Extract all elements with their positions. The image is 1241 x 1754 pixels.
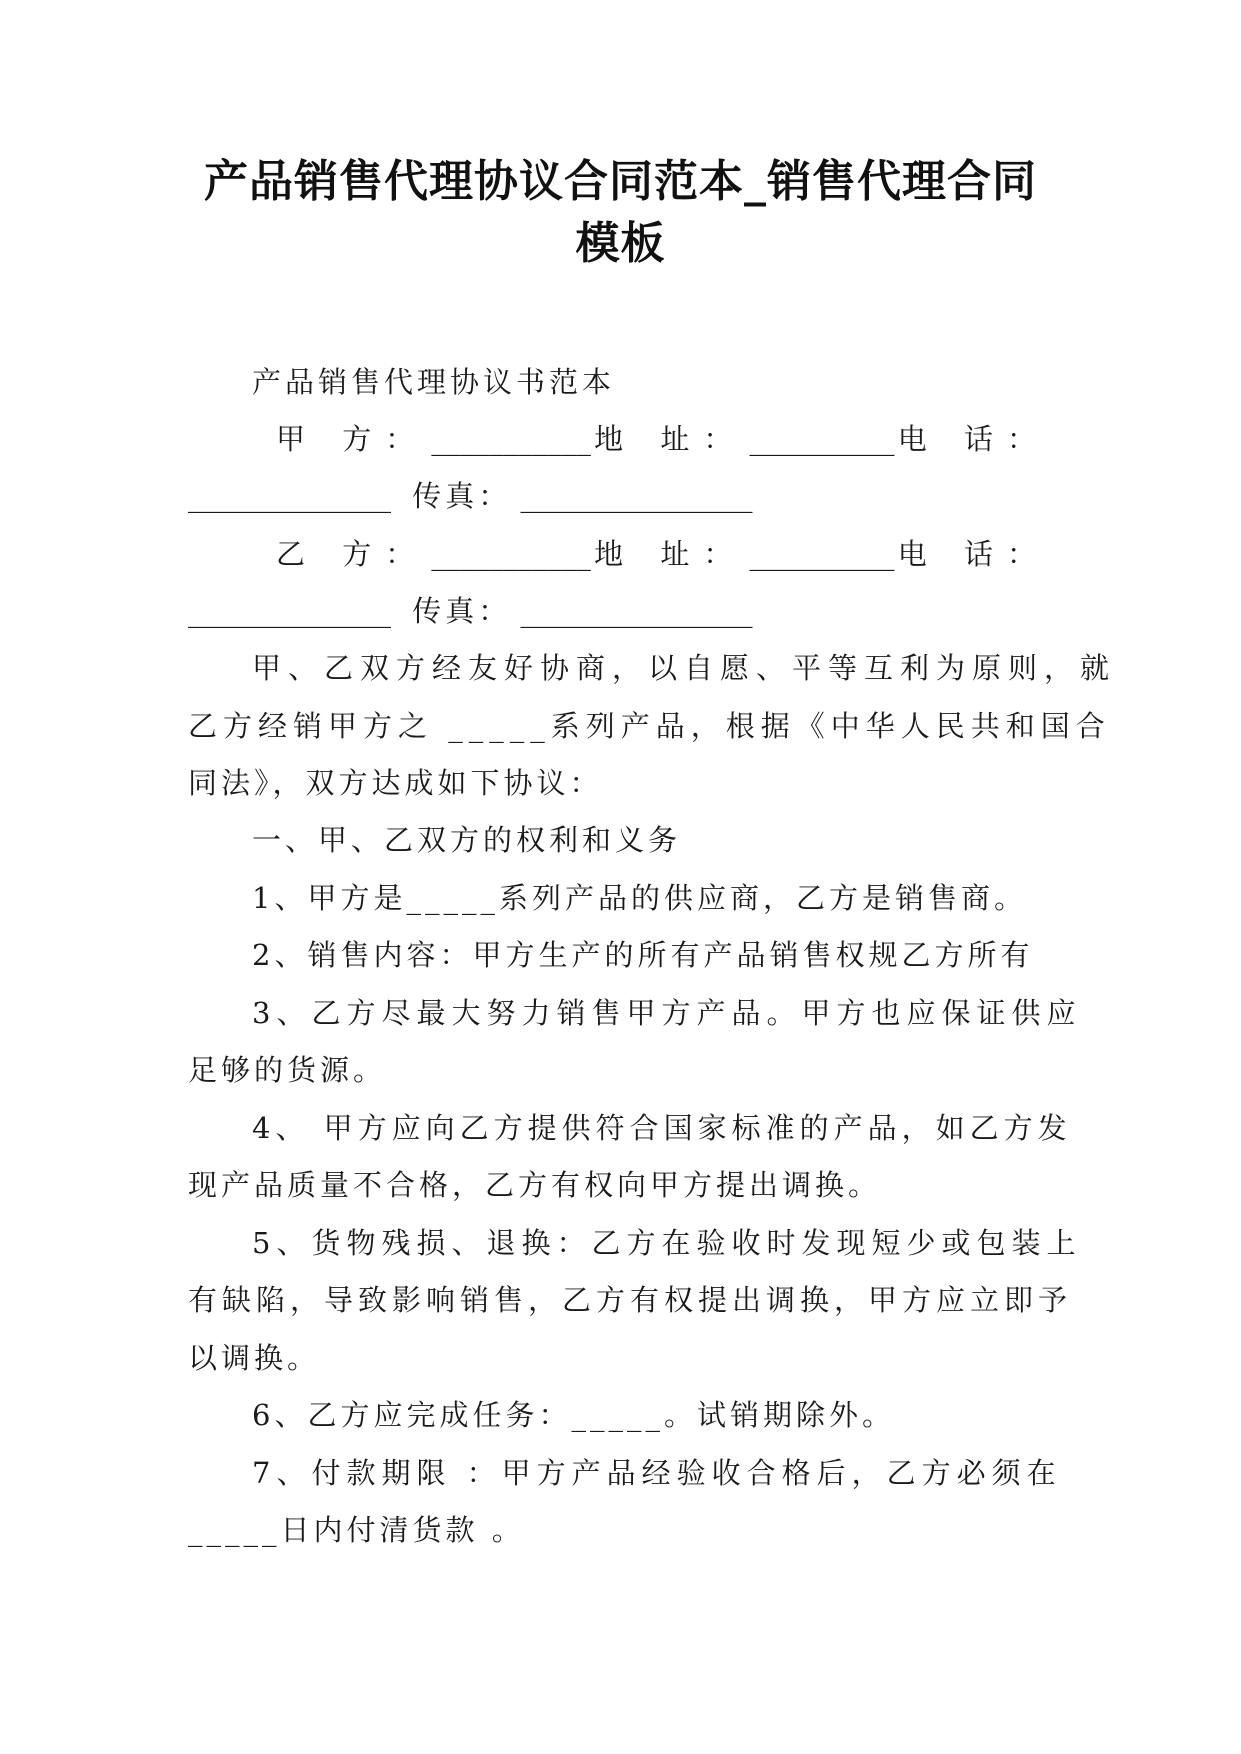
clause-4-cont: 现产品质量不合格，乙方有权向甲方提出调换。 [188, 1168, 882, 1202]
party-a-phone-blank: ______________ [188, 479, 391, 513]
party-b-phone-blank: ______________ [188, 594, 391, 628]
clause-1: 1、甲方是_____系列产品的供应商，乙方是销售商。 [252, 881, 1027, 915]
paragraph-line: 乙方经销甲方之 _____系列产品，根据《中华人民共和国合 [188, 709, 1111, 743]
clause-5: 5、货物残损、退换：乙方在验收时发现短少或包装上 [252, 1226, 1082, 1260]
document-title-line-2: 模板 [575, 218, 666, 269]
clause-7: 7、付款期限 ：甲方产品经验收合格后，乙方必须在 [252, 1456, 1062, 1490]
clause-5-cont: 以调换。 [188, 1341, 321, 1375]
clause-3-cont: 足够的货源。 [188, 1053, 387, 1087]
party-b-label: 乙 方： [276, 537, 429, 571]
paragraph-line: 同法》，双方达成如下协议： [188, 766, 603, 800]
party-a-phone-label: 电 话： [897, 422, 1050, 456]
party-b-row-2 [188, 591, 1050, 631]
section-heading: 一、甲、乙双方的权利和义务 [252, 823, 682, 857]
document-title-line-1: 产品销售代理协议合同范本_销售代理合同 [204, 156, 1037, 207]
party-b-address-label: 地 址： [594, 537, 747, 571]
party-b-row-1 [276, 534, 1050, 574]
party-a-label: 甲 方： [276, 422, 429, 456]
party-b-fax-label: 传真： [412, 594, 512, 628]
clause-3: 3、乙方尽最大努力销售甲方产品。甲方也应保证供应 [252, 996, 1082, 1030]
clause-2: 2、销售内容：甲方生产的所有产品销售权规乙方所有 [252, 938, 1034, 972]
party-b-phone-label: 电 话： [897, 537, 1050, 571]
party-b-name-blank: ___________ [431, 537, 591, 571]
party-a-fax-label: 传真： [412, 479, 512, 513]
party-a-address-label: 地 址： [594, 422, 747, 456]
party-a-row-1 [276, 419, 1050, 459]
paragraph-line: 甲、乙双方经友好协商，以自愿、平等互利为原则，就 [252, 651, 1117, 685]
party-a-fax-blank: ________________ [520, 479, 753, 513]
clause-4: 4、 甲方应向乙方提供符合国家标准的产品，如乙方发 [252, 1111, 1072, 1145]
party-a-address-blank: __________ [749, 422, 895, 456]
party-b-fax-blank: ________________ [520, 594, 753, 628]
party-b-address-blank: __________ [749, 537, 895, 571]
document-subtitle: 产品销售代理协议书范本 [252, 365, 616, 399]
party-a-row-2 [188, 476, 1050, 516]
clause-5-cont: 有缺陷，导致影响销售，乙方有权提出调换，甲方应立即予 [188, 1283, 1073, 1317]
party-a-name-blank: ___________ [431, 422, 591, 456]
clause-7-cont: _____日内付清货款 。 [188, 1513, 525, 1547]
clause-6: 6、乙方应完成任务：_____。试销期除外。 [252, 1398, 895, 1432]
